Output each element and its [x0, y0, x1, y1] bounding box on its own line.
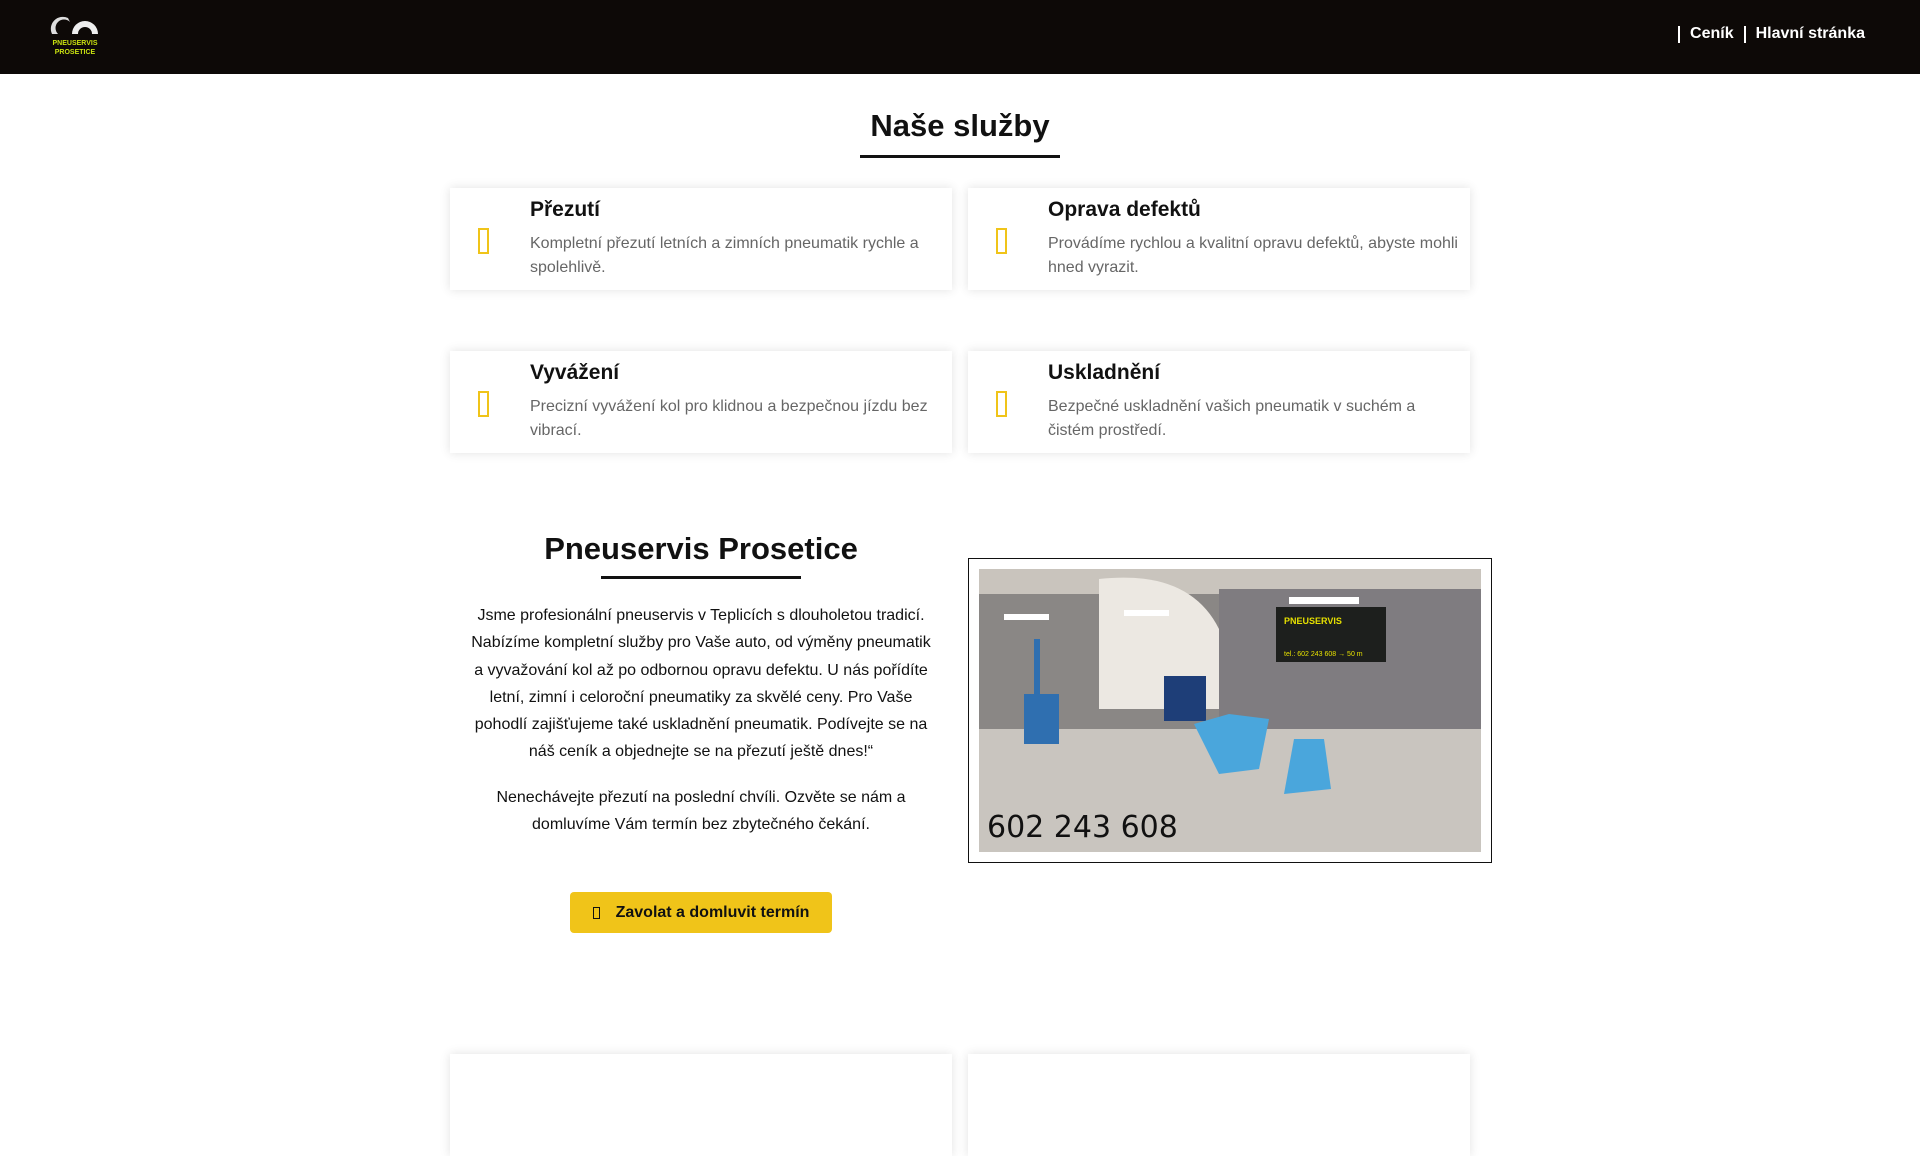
nav-link-cenik[interactable]: Ceník — [1690, 25, 1734, 42]
service-card — [450, 351, 952, 453]
nav-link-home[interactable]: Hlavní stránka — [1755, 25, 1865, 42]
logo[interactable] — [48, 12, 102, 58]
site-header — [0, 0, 1920, 74]
service-title: Vyvážení — [530, 361, 620, 384]
workshop-photo — [968, 558, 1492, 863]
service-text: Provádíme rychlou a kvalitní opravu defektů, abyste mohli hned vyrazit. — [1048, 235, 1458, 276]
about-title: Pneuservis Prosetice — [544, 531, 858, 566]
main-nav — [1668, 25, 1865, 43]
service-icon — [478, 228, 489, 254]
service-text: Precizní vyvážení kol pro klidnou a bezpečnou jízdu bez vibrací. — [530, 398, 928, 439]
service-title: Přezutí — [530, 198, 601, 221]
nav-divider — [1678, 26, 1680, 43]
about-paragraph: Jsme profesionální pneuservis v Teplicích s dlouholetou tradicí. Nabízíme kompletní služby pro Vaše auto, od výměny pneumatik a vyvažování kol až po odbornou opravu defektu. U nás pořídíte letní, zimní i celoroční pneumatiky za skvělé ceny. Pro Vaše pohodlí zajišťujeme také uskladnění pneumatik. Podívejte se na náš ceník a objednejte se na přezutí ještě dnes!“ — [471, 607, 931, 761]
about-text — [470, 602, 932, 856]
about-title-underline — [601, 576, 801, 579]
svg-text:PNEUSERVIS: PNEUSERVIS — [1284, 616, 1342, 626]
service-card — [968, 351, 1470, 453]
service-title: Oprava defektů — [1048, 198, 1201, 221]
service-text: Kompletní přezutí letních a zimních pneumatik rychle a spolehlivě. — [530, 235, 919, 276]
service-text: Bezpečné uskladnění vašich pneumatik v suchém a čistém prostředí. — [1048, 398, 1416, 439]
nav-divider — [1744, 26, 1746, 43]
service-card — [450, 188, 952, 290]
service-card-partial — [450, 1054, 952, 1156]
about-paragraph: Nenechávejte přezutí na poslední chvíli. Ozvěte se nám a domluvíme Vám termín bez zbytečného čekání. — [496, 788, 906, 834]
service-icon — [478, 391, 489, 417]
service-card — [968, 188, 1470, 290]
workshop-image — [979, 569, 1481, 852]
call-button[interactable] — [570, 892, 832, 933]
call-button-label: Zavolat a domluvit termín — [615, 903, 810, 921]
phone-icon — [593, 907, 600, 919]
svg-text:tel.: 602 243 608 → 50 m: tel.: 602 243 608 → 50 m — [1284, 651, 1363, 658]
svg-text:PROSETICE: PROSETICE — [54, 49, 96, 56]
service-card-partial — [968, 1054, 1470, 1156]
service-icon — [996, 228, 1007, 254]
service-icon — [996, 391, 1007, 417]
services-title: Naše služby — [870, 108, 1050, 143]
service-title: Uskladnění — [1048, 361, 1161, 384]
title-underline — [860, 155, 1060, 158]
photo-phone-number: 602 243 608 — [987, 810, 1178, 845]
svg-text:PNEUSERVIS: PNEUSERVIS — [52, 40, 98, 47]
